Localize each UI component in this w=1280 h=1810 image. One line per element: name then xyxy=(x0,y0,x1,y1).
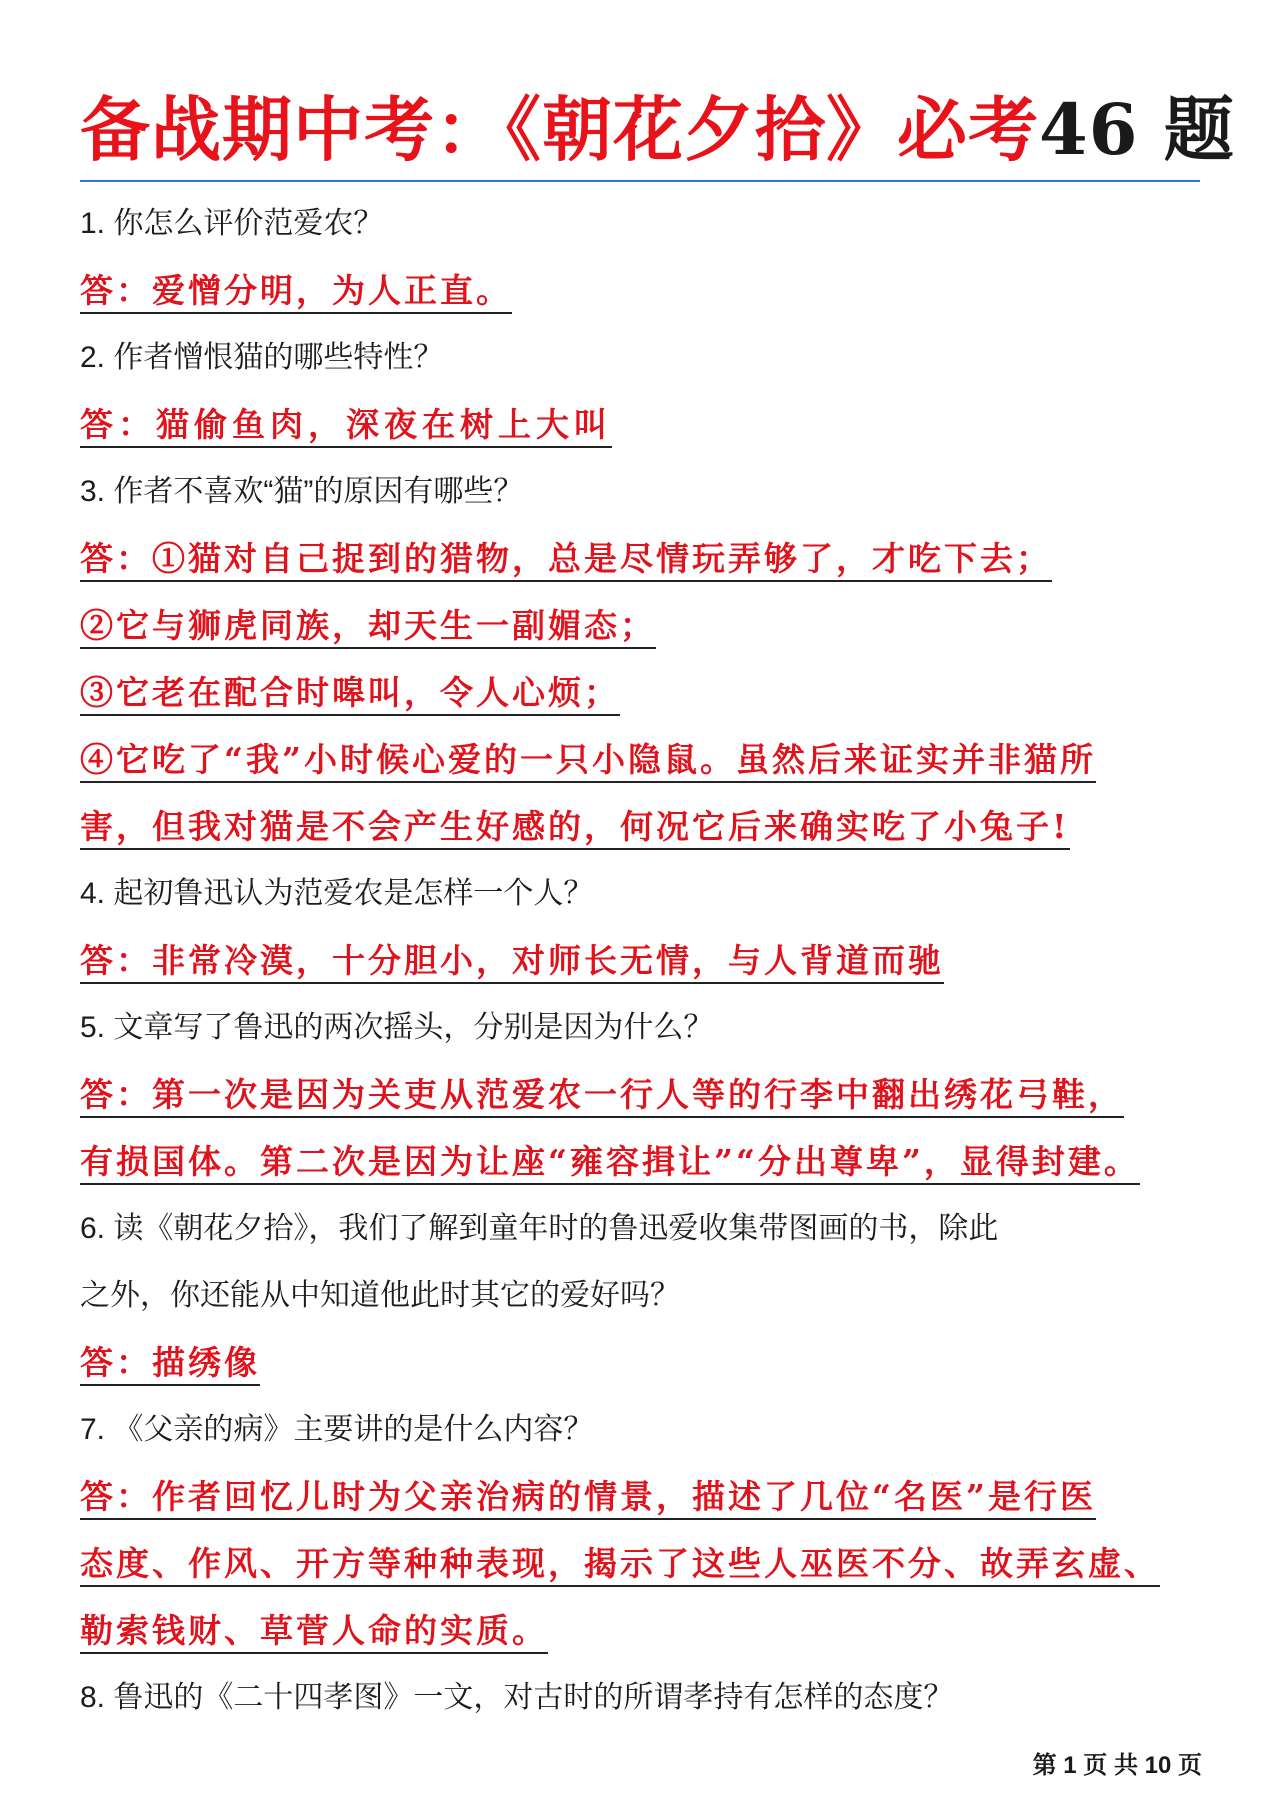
answer-line xyxy=(80,1331,1200,1398)
answer-line xyxy=(80,929,1200,996)
answer-text: 答：第一次是因为关吏从范爱农一行人等的行李中翻出绣花弓鞋， xyxy=(80,1075,1124,1118)
answer-line xyxy=(80,1532,1200,1599)
title-main: 备战期中考：《朝花夕拾》必考 xyxy=(80,88,1039,171)
question-line: 8. 鲁迅的《二十四孝图》一文，对古时的所谓孝持有怎样的态度？ xyxy=(80,1681,954,1714)
answer-text: 答：猫偷鱼肉，深夜在树上大叫 xyxy=(80,405,612,448)
answer-text: 害，但我对猫是不会产生好感的，何况它后来确实吃了小兔子! xyxy=(80,807,1070,850)
answer-line xyxy=(80,594,1200,661)
title-divider xyxy=(80,180,1200,182)
answer-text: ④它吃了“我”小时候心爱的一只小隐鼠。虽然后来证实并非猫所 xyxy=(80,740,1096,783)
answer-text: 勒索钱财、草菅人命的实质。 xyxy=(80,1611,548,1654)
answer-line xyxy=(80,1063,1200,1130)
answer-text: 有损国体。第二次是因为让座“雍容揖让”“分出尊卑”，显得封建。 xyxy=(80,1142,1140,1185)
answer-text: 答：爱憎分明，为人正直。 xyxy=(80,271,512,314)
question-line: 3. 作者不喜欢“猫”的原因有哪些？ xyxy=(80,475,524,508)
answer-line xyxy=(80,1465,1200,1532)
answer-line xyxy=(80,393,1200,460)
answer-line xyxy=(80,1130,1200,1197)
answer-line xyxy=(80,259,1200,326)
question-line: 6. 读《朝花夕拾》，我们了解到童年时的鲁迅爱收集带图画的书，除此 xyxy=(80,1212,999,1245)
answer-line xyxy=(80,1599,1200,1666)
question-line: 之外，你还能从中知道他此时其它的爱好吗？ xyxy=(80,1279,680,1312)
answer-line xyxy=(80,728,1200,795)
question-line: 5. 文章写了鲁迅的两次摇头，分别是因为什么？ xyxy=(80,1011,714,1044)
answer-text: 答：①猫对自己捉到的猎物，总是尽情玩弄够了，才吃下去； xyxy=(80,539,1052,582)
answer-text: 答：作者回忆儿时为父亲治病的情景，描述了几位“名医”是行医 xyxy=(80,1477,1096,1520)
answer-text: ③它老在配合时嗥叫，令人心烦； xyxy=(80,673,620,716)
page-number: 第 1 页 共 10 页 xyxy=(1032,1752,1202,1779)
question-line: 4. 起初鲁迅认为范爱农是怎样一个人？ xyxy=(80,877,594,910)
answer-text: 态度、作风、开方等种种表现，揭示了这些人巫医不分、故弄玄虚、 xyxy=(80,1544,1160,1587)
answer-text: 答：描绣像 xyxy=(80,1343,260,1386)
answer-line xyxy=(80,795,1200,862)
answer-text: ②它与狮虎同族，却天生一副媚态； xyxy=(80,606,656,649)
question-line: 1. 你怎么评价范爱农？ xyxy=(80,207,384,240)
answer-line xyxy=(80,527,1200,594)
answer-text: 答：非常冷漠，十分胆小，对师长无情，与人背道而驰 xyxy=(80,941,944,984)
question-line: 7. 《父亲的病》主要讲的是什么内容？ xyxy=(80,1413,594,1446)
page-title xyxy=(80,0,1235,171)
title-suffix: 46 题 xyxy=(1039,88,1235,171)
question-line: 2. 作者憎恨猫的哪些特性？ xyxy=(80,341,444,374)
answer-line xyxy=(80,661,1200,728)
qa-list xyxy=(80,192,1200,1733)
